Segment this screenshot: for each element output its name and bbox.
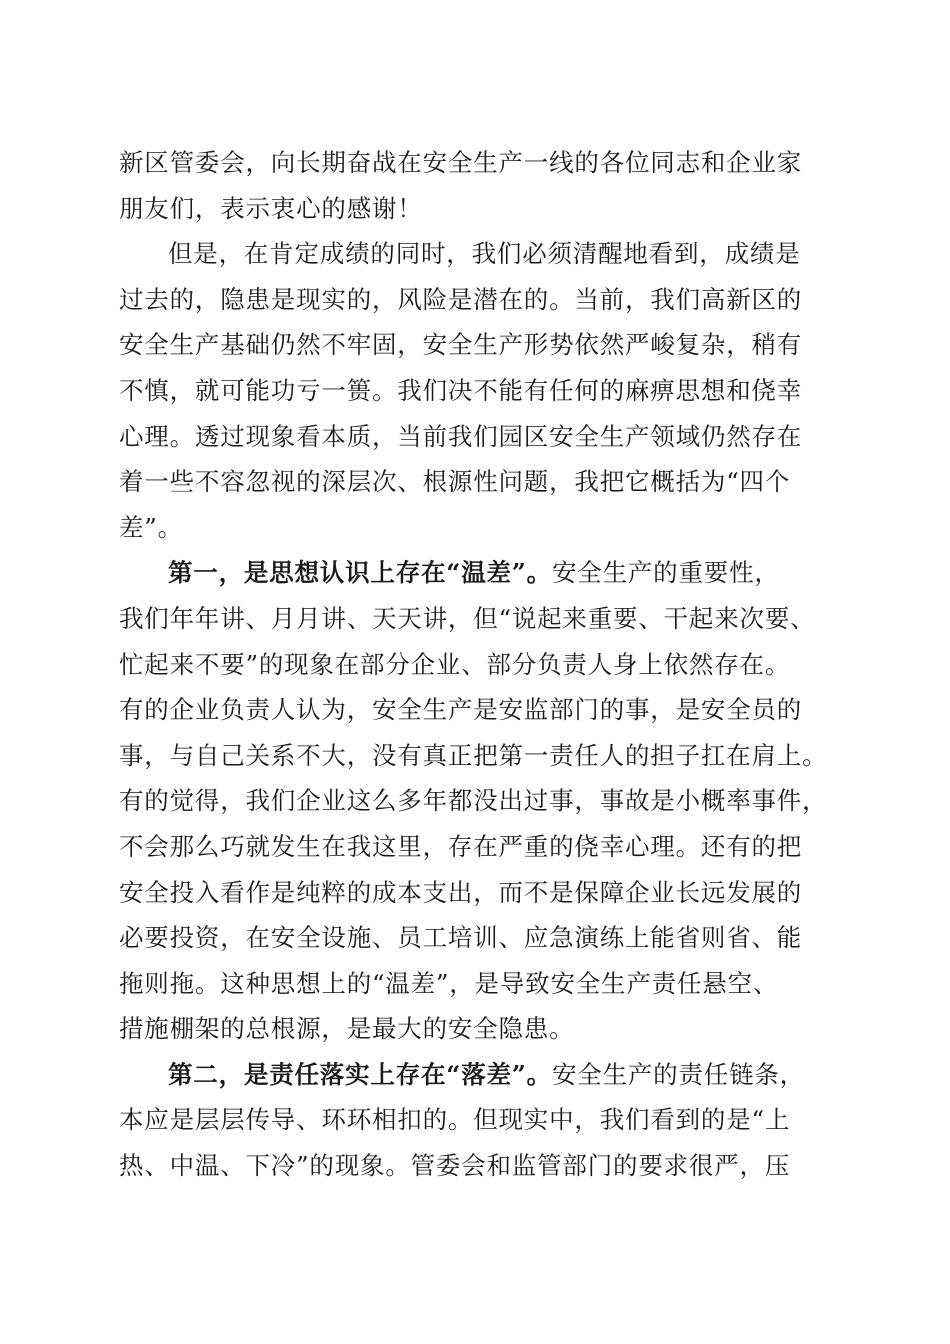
section-heading-1: 第一，是思想认识上存在“温差”。 <box>168 558 552 588</box>
text-line: 忙起来不要”的现象在部分企业、部分负责人身上依然存在。 <box>119 649 791 679</box>
text-line: 热、中温、下冷”的现象。管委会和监管部门的要求很严，压 <box>119 1151 791 1181</box>
document-body <box>119 140 831 1189</box>
text-line: 安全投入看作是纯粹的成本支出，而不是保障企业长远发展的 <box>119 877 803 907</box>
text-line: 必要投资，在安全设施、员工培训、应急演练上能省则省、能 <box>119 923 803 953</box>
text-line: 朋友们，表示衷心的感谢！ <box>119 193 423 223</box>
paragraph-start-line: 但是，在肯定成绩的同时，我们必须清醒地看到，成绩是 <box>168 239 801 269</box>
text-line: 新区管委会，向长期奋战在安全生产一线的各位同志和企业家 <box>119 148 803 177</box>
section-heading-2: 第二，是责任落实上存在“落差”。 <box>168 1059 552 1089</box>
text-line: 不慎，就可能功亏一篑。我们决不能有任何的麻痹思想和侥幸 <box>119 375 803 405</box>
paragraph-start-line <box>119 550 831 596</box>
text-run: 安全生产的重要性， <box>551 558 780 588</box>
paragraph-start-line <box>119 1052 831 1098</box>
text-line: 事，与自己关系不大，没有真正把第一责任人的担子扛在肩上。 <box>119 740 828 770</box>
text-line: 着一些不容忽视的深层次、根源性问题，我把它概括为“四个 <box>119 467 791 497</box>
text-line: 心理。透过现象看本质，当前我们园区安全生产领域仍然存在 <box>119 421 803 451</box>
text-line: 有的企业负责人认为，安全生产是安监部门的事，是安全员的 <box>119 695 803 725</box>
text-line: 有的觉得，我们企业这么多年都没出过事，事故是小概率事件， <box>119 786 828 816</box>
text-line: 拖则拖。这种思想上的“温差”，是导致安全生产责任悬空、 <box>119 968 779 998</box>
text-run: 安全生产的责任链条， <box>551 1059 805 1089</box>
text-line: 不会那么巧就发生在我这里，存在严重的侥幸心理。还有的把 <box>119 831 803 861</box>
text-line: 我们年年讲、月月讲、天天讲，但“说起来重要、干起来次要、 <box>119 603 816 633</box>
text-line: 本应是层层传导、环环相扣的。但现实中，我们看到的是“上 <box>119 1105 791 1135</box>
text-line: 差”。 <box>119 512 183 542</box>
text-line: 安全生产基础仍然不牢固，安全生产形势依然严峻复杂，稍有 <box>119 330 803 360</box>
text-line: 过去的，隐患是现实的，风险是潜在的。当前，我们高新区的 <box>119 284 803 314</box>
text-line: 措施棚架的总根源，是最大的安全隐患。 <box>119 1014 575 1044</box>
